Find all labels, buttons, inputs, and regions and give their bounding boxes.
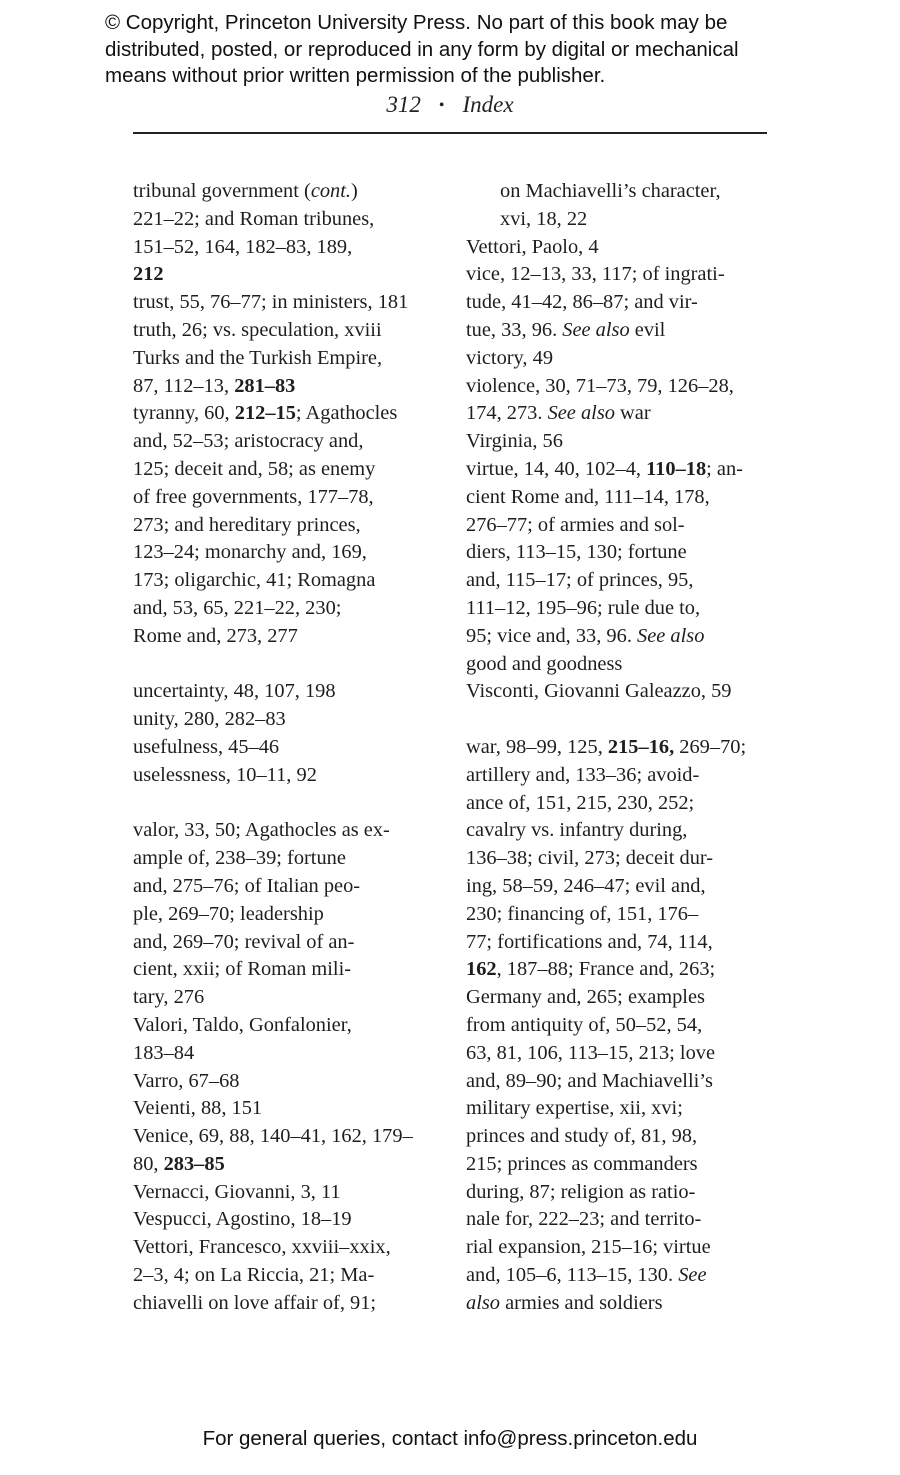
section-title: Index bbox=[462, 92, 514, 117]
running-head bbox=[133, 92, 767, 118]
index-entry-virtue: virtue, 14, 40, 102–4, 110–18; an- cient Rome and, 111–14, 178, 276–77; of armies and sol- diers, 113–15, 130; fortune and, 115–17; of princes, 95, 111–12, 195–96; rule due to, 95; vice and, 33, 96. See also good and goodness bbox=[466, 457, 743, 675]
index-entry-vice: vice, 12–13, 33, 117; of ingrati- tude, 41–42, 86–87; and vir- tue, 33, 96. See also evil bbox=[466, 263, 725, 341]
index-entry-valor: valor, 33, 50; Agathocles as ex- ample of, 238–39; fortune and, 275–76; of Italian peo- ple, 269–70; leadership and, 269–70; revival of an- cient, xxii; of Roman mili- tary, 276 bbox=[133, 819, 390, 1009]
letter-gap bbox=[466, 706, 776, 734]
bullet-separator: • bbox=[438, 97, 445, 114]
letter-gap bbox=[133, 790, 443, 818]
header-rule bbox=[133, 132, 767, 134]
index-column-right bbox=[466, 178, 776, 1318]
index-column-left bbox=[133, 178, 443, 1318]
index-entry-trust: trust, 55, 76–77; in ministers, 181 bbox=[133, 291, 409, 314]
index-entry-usefulness: usefulness, 45–46 bbox=[133, 735, 280, 758]
copyright-notice bbox=[105, 10, 865, 90]
index-entry-uselessness: uselessness, 10–11, 92 bbox=[133, 763, 317, 786]
index-entry-virginia: Virginia, 56 bbox=[466, 430, 563, 453]
copyright-line: means without prior written permission of the publisher. bbox=[105, 64, 606, 87]
index-entry-tyranny: tyranny, 60, 212–15; Agathocles and, 52–53; aristocracy and, 125; deceit and, 58; as enemy of free governments, 177–78, 273; and hereditary princes, 123–24; monarchy and, 169, 173; oligarchic, 41; Romagna and, 53, 65, 221–22, 230; Rome and, 273, 277 bbox=[133, 402, 398, 647]
index-entry-continuation: on Machiavelli’s character, xvi, 18, 22 bbox=[500, 180, 721, 230]
copyright-line: distributed, posted, or reproduced in any form by digital or mechanical bbox=[105, 37, 739, 61]
index-entry-varro: Varro, 67–68 bbox=[133, 1069, 240, 1092]
index-entry-vernacci: Vernacci, Giovanni, 3, 11 bbox=[133, 1180, 341, 1203]
index-entry-vettori-paolo: Vettori, Paolo, 4 bbox=[466, 235, 599, 258]
index-entry-unity: unity, 280, 282–83 bbox=[133, 708, 286, 731]
index-entry-vespucci: Vespucci, Agostino, 18–19 bbox=[133, 1208, 352, 1231]
index-entry-veienti: Veienti, 88, 151 bbox=[133, 1097, 263, 1120]
index-entry-valori: Valori, Taldo, Gonfalonier, 183–84 bbox=[133, 1013, 352, 1064]
index-entry-truth: truth, 26; vs. speculation, xviii bbox=[133, 318, 382, 341]
index-entry-war: war, 98–99, 125, 215–16, 269–70; artillery and, 133–36; avoid- ance of, 151, 215, 230, 252; cavalry vs. infantry during, 136–38; civil, 273; deceit dur- ing, 58–59, 246–47; evil and, 230; financing of, 151, 176– 77; fortifications and, 74, 114, 162, 187–88; France and, 263; Germany and, 265; examples from antiquity of, 50–52, 54, 63, 81, 106, 113–15, 213; love and, 89–90; and Machiavelli’s military expertise, xii, xvi; princes and study of, 81, 98, 215; princes as commanders during, 87; religion as ratio- nale for, 222–23; and territo- rial expansion, 215–16; virtue and, 105–6, 113–15, 130. See also armies and soldiers bbox=[466, 735, 747, 1314]
letter-gap bbox=[133, 651, 443, 679]
page-number: 312 bbox=[386, 92, 421, 117]
footer-contact: For general queries, contact info@press.princeton.edu bbox=[202, 1427, 698, 1450]
index-entry-uncertainty: uncertainty, 48, 107, 198 bbox=[133, 680, 336, 703]
index-entry-vettori-francesco: Vettori, Francesco, xxviii–xxix, 2–3, 4; on La Riccia, 21; Ma- chiavelli on love affair of, 91; bbox=[133, 1236, 391, 1314]
index-entry-violence: violence, 30, 71–73, 79, 126–28, 174, 273. See also war bbox=[466, 374, 734, 425]
index-entry-turks: Turks and the Turkish Empire, 87, 112–13, 281–83 bbox=[133, 346, 383, 397]
index-entry-venice: Venice, 69, 88, 140–41, 162, 179– 80, 283–85 bbox=[133, 1125, 413, 1175]
index-entry-visconti: Visconti, Giovanni Galeazzo, 59 bbox=[466, 680, 732, 703]
index-entry-tribunal-government: tribunal government (cont.) 221–22; and Roman tribunes, 151–52, 164, 182–83, 189, 212 bbox=[133, 180, 375, 286]
copyright-line: © Copyright, Princeton University Press. No part of this book may be bbox=[105, 11, 728, 34]
index-entry-victory: victory, 49 bbox=[466, 346, 554, 369]
